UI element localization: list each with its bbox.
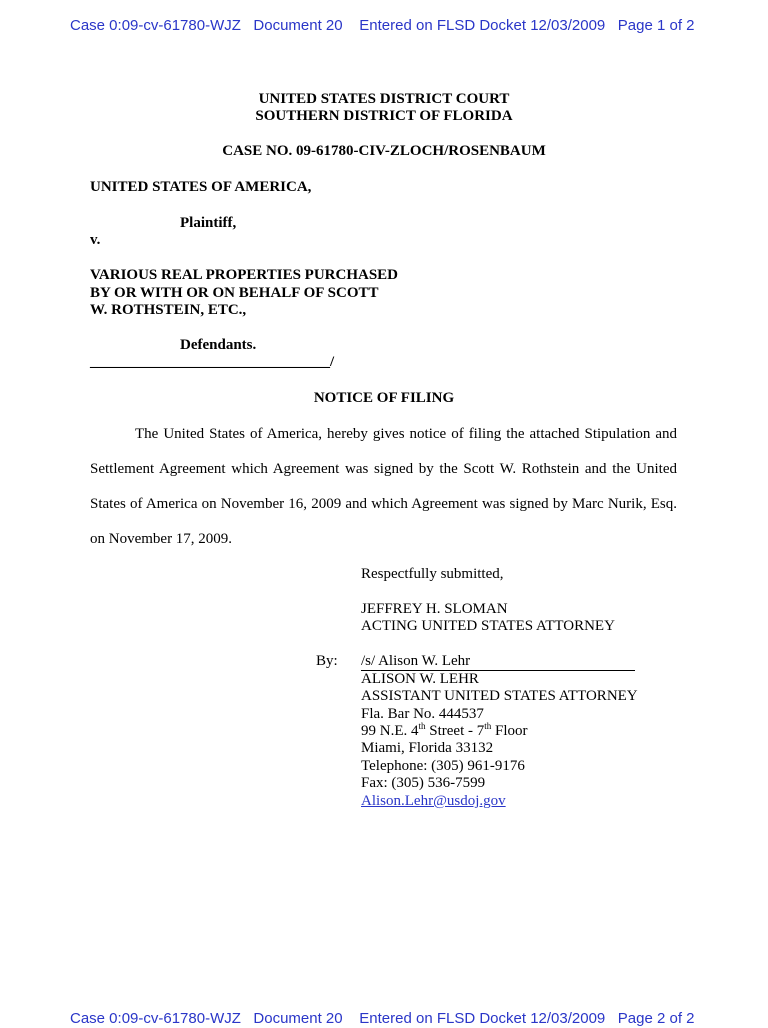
by-label: By: xyxy=(316,653,338,669)
notice-body-text: The United States of America, hereby gives notice of filing the attached Stipulation and Settlement Agreement which Agreement was signed by the Scott W. Rothstein and the United States of America on November 16, 2009 and which Agreement was signed by Marc Nurik, Esq. on November 17, 2009. xyxy=(90,426,677,547)
notice-body xyxy=(90,417,677,557)
page-header: Case 0:09-cv-61780-WJZ Document 20 Entered on FLSD Docket 12/03/2009 Page 1 of 2 xyxy=(70,17,695,34)
electronic-signature: /s/ Alison W. Lehr xyxy=(361,653,635,671)
caption-rule: ________________________________/ xyxy=(90,354,335,370)
bar-number: Fla. Bar No. 444537 xyxy=(361,706,484,722)
fax: Fax: (305) 536-7599 xyxy=(361,775,486,791)
court-name: UNITED STATES DISTRICT COURT xyxy=(258,91,510,107)
attorney-name: ALISON W. LEHR xyxy=(361,671,479,687)
court-district: SOUTHERN DISTRICT OF FLORIDA xyxy=(255,108,513,124)
signature-line xyxy=(361,653,635,671)
defendant-line-3: W. ROTHSTEIN, ETC., xyxy=(90,302,247,318)
closing: Respectfully submitted, xyxy=(361,566,504,582)
defendant-line-1: VARIOUS REAL PROPERTIES PURCHASED xyxy=(90,267,399,283)
attorney-title: ASSISTANT UNITED STATES ATTORNEY xyxy=(361,688,638,704)
telephone: Telephone: (305) 961-9176 xyxy=(361,758,525,774)
email-link[interactable]: Alison.Lehr@usdoj.gov xyxy=(361,793,506,809)
plaintiff-role: Plaintiff, xyxy=(180,215,237,231)
versus: v. xyxy=(90,232,101,248)
defendant-line-2: BY OR WITH OR ON BEHALF OF SCOTT xyxy=(90,285,379,301)
us-attorney-title: ACTING UNITED STATES ATTORNEY xyxy=(361,618,615,634)
document-title: NOTICE OF FILING xyxy=(313,390,455,406)
next-page-header: Case 0:09-cv-61780-WJZ Document 20 Entered on FLSD Docket 12/03/2009 Page 2 of 2 xyxy=(70,1010,695,1027)
defendant-role: Defendants. xyxy=(180,337,257,353)
street-address: 99 N.E. 4th Street - 7th Floor xyxy=(361,721,528,739)
city-state-zip: Miami, Florida 33132 xyxy=(361,740,494,756)
email-link-wrap xyxy=(361,793,506,810)
plaintiff-name: UNITED STATES OF AMERICA, xyxy=(90,179,312,195)
us-attorney-name: JEFFREY H. SLOMAN xyxy=(361,601,508,617)
case-number: CASE NO. 09-61780-CIV-ZLOCH/ROSENBAUM xyxy=(222,143,546,159)
